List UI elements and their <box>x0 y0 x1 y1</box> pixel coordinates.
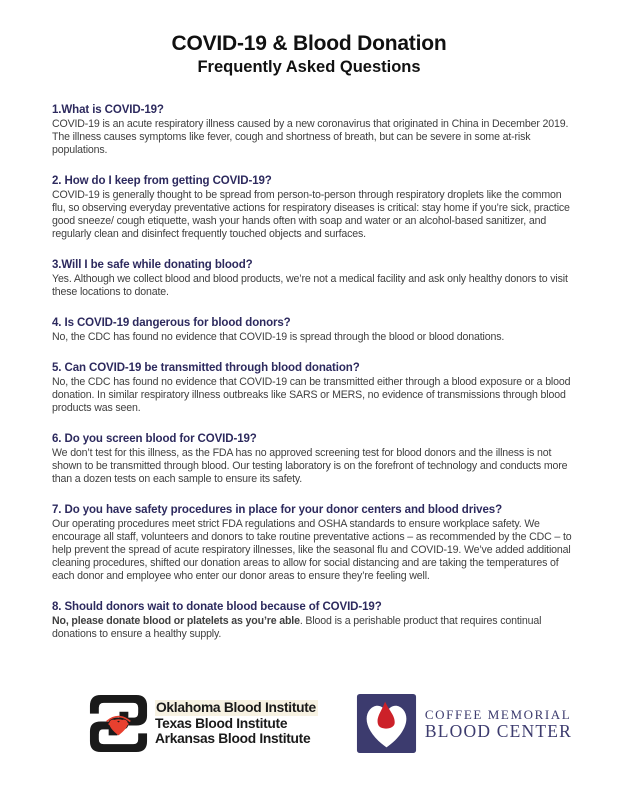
document-header <box>0 0 618 78</box>
faq-item-6 <box>52 432 575 486</box>
faq-answer-8 <box>52 615 575 641</box>
page-subtitle: Frequently Asked Questions <box>197 58 421 76</box>
faq-item-8 <box>52 600 575 641</box>
faq-question-7: 7. Do you have safety procedures in place for your donor centers and blood drives? <box>52 504 502 516</box>
cmbc-logo-line-blood-center: BLOOD CENTER <box>424 720 573 741</box>
obi-logo-line-texas: Texas Blood Institute <box>155 715 288 731</box>
coffee-memorial-blood-center-logo <box>356 693 572 754</box>
faq-item-1 <box>52 103 575 157</box>
faq-question-8: 8. Should donors wait to donate blood because of COVID-19? <box>52 601 382 613</box>
faq-answer-8-rest: . Blood is a perishable product that requires continual donations to ensure a healthy supply. <box>52 615 542 640</box>
faq-item-2 <box>52 174 575 241</box>
faq-question-2: 2. How do I keep from getting COVID-19? <box>52 175 272 187</box>
footer-logos <box>87 692 588 755</box>
obi-logo-text <box>155 700 318 747</box>
faq-answer-1: COVID-19 is an acute respiratory illness caused by a new coronavirus that originated in China in December 2019. The illness causes symptoms like fever, cough and shortness of breath, but can be severe in some at-risk populations. <box>52 118 569 156</box>
faq-question-5: 5. Can COVID-19 be transmitted through blood donation? <box>52 362 360 374</box>
faq-item-5 <box>52 361 575 415</box>
cmbc-logo-line-coffee-memorial: COFFEE MEMORIAL <box>424 706 572 722</box>
faq-question-1: 1.What is COVID-19? <box>52 104 164 116</box>
faq-answer-2: COVID-19 is generally thought to be spread from person-to-person through respiratory droplets like the common flu, so observing everyday preventative actions for respiratory diseases is critical: stay home if you’re sick, practice good sneeze/ cough etiquette, wash your hands often with soap and water or an alcohol-based sanitizer, and regularly clean and disinfect frequently touched objects and surfaces. <box>52 189 570 240</box>
faq-answer-4: No, the CDC has found no evidence that COVID-19 is spread through the blood or blood donations. <box>52 331 505 343</box>
interlocked-hands-heart-icon <box>87 692 150 755</box>
cmbc-logo-text <box>425 707 572 741</box>
heart-blood-drop-icon <box>356 693 417 754</box>
faq-item-3 <box>52 258 575 299</box>
obi-logo-line-oklahoma: Oklahoma Blood Institute <box>156 700 316 716</box>
page-title: COVID-19 & Blood Donation <box>171 32 447 55</box>
faq-answer-7: Our operating procedures meet strict FDA regulations and OSHA standards to ensure workplace safety. We encourage all staff, volunteers and donors to take routine preventative actions – as recommended by the CDC – to help prevent the spread of acute respiratory illnesses, like the seasonal flu and COVID-19. We’ve added additional cleaning procedures, shifted our donation areas to allow for social distancing and are taking the temperatures of each donor and employee who enter our donor areas to ensure they’re feeling well. <box>52 518 572 582</box>
faq-answer-3: Yes. Although we collect blood and blood products, we’re not a medical facility and ask only healthy donors to visit these locations to donate. <box>52 273 568 298</box>
faq-answer-5: No, the CDC has found no evidence that COVID-19 can be transmitted either through a blood exposure or a blood donation. In similar respiratory illness outbreaks like SARS or MERS, no evidence of transmissions through blood products was seen. <box>52 376 571 414</box>
faq-item-4 <box>52 316 575 344</box>
faq-answer-8-bold-lead: No, please donate blood or platelets as you’re able <box>52 615 300 627</box>
faq-item-7 <box>52 503 575 583</box>
faq-question-4: 4. Is COVID-19 dangerous for blood donors? <box>52 317 291 329</box>
faq-question-6: 6. Do you screen blood for COVID-19? <box>52 433 257 445</box>
faq-list <box>52 103 575 641</box>
obi-logo-line-arkansas: Arkansas Blood Institute <box>155 731 311 747</box>
faq-answer-6: We don’t test for this illness, as the FDA has no approved screening test for blood donors and the illness is not shown to be transmitted through blood. Our testing laboratory is on the forefront of technology and conducts more than a dozen tests on each sample to ensure its safety. <box>52 447 568 485</box>
faq-question-3: 3.Will I be safe while donating blood? <box>52 259 253 271</box>
oklahoma-blood-institute-logo <box>87 692 318 755</box>
